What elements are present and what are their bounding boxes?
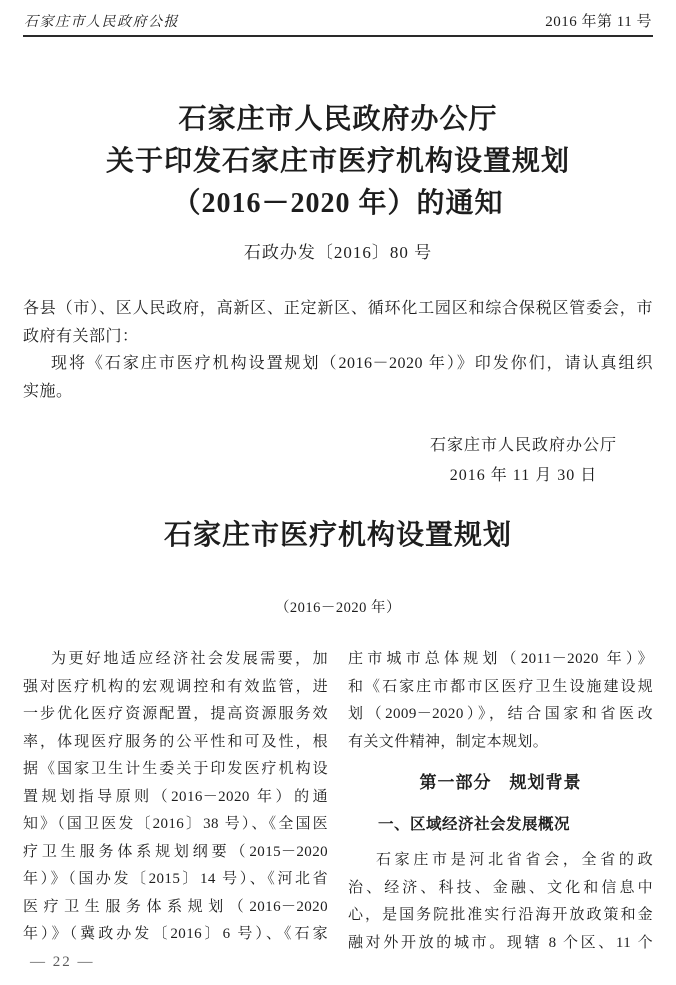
right-column-line: 有关文件精神，制定本规划。 bbox=[348, 733, 549, 750]
left-column-line: 年）》（冀政办发〔2016〕6 号）、《石家 bbox=[23, 926, 328, 942]
signature-name: 石家庄市人民政府办公厅 bbox=[429, 437, 617, 454]
left-column-line: 为更好地适应经济社会发展需要，加 bbox=[51, 651, 328, 667]
two-column-body bbox=[23, 646, 653, 957]
left-column-line: 知》（国卫医发〔2016〕38 号）、《全国医 bbox=[23, 816, 328, 832]
signature-date: 2016 年 11 月 30 日 bbox=[449, 467, 598, 484]
signature-block bbox=[430, 431, 617, 491]
left-column-line: 率，体现医疗服务的公平性和可及性，根 bbox=[23, 733, 328, 750]
part-heading: 第一部分 规划背景 bbox=[419, 773, 582, 792]
notice-body bbox=[23, 295, 653, 405]
issue-number: 2016 年第 11 号 bbox=[545, 14, 652, 30]
right-column-line: 融对外开放的城市。现辖 8 个区、11 个 bbox=[348, 934, 653, 951]
notice-title bbox=[23, 99, 653, 225]
doc-number: 石政办发〔2016〕80 号 bbox=[243, 243, 433, 262]
right-column-line: 治、经济、科技、金融、文化和信息中 bbox=[348, 879, 653, 896]
left-column-line: 年）》（国办发〔2015〕14 号）、《河北省 bbox=[23, 871, 328, 887]
notice-body-line: 现将《石家庄市医疗机构设置规划（2016－2020 年）》印发你们，请认真组织 bbox=[51, 355, 653, 372]
page-header bbox=[23, 0, 653, 37]
right-column-line: 和《石家庄市都市区医疗卫生设施建设规 bbox=[348, 678, 653, 695]
left-column-line: 疗卫生服务体系规划纲要（2015－2020 bbox=[23, 843, 328, 860]
plan-title: 石家庄市医疗机构设置规划 bbox=[163, 520, 512, 551]
notice-title-line-3: （2016－2020 年）的通知 bbox=[172, 188, 504, 219]
section-heading: 一、区域经济社会发展概况 bbox=[378, 816, 571, 833]
right-column-line: 庄市城市总体规划（2011－2020 年）》 bbox=[348, 651, 653, 667]
left-column-line: 据《国家卫生计生委关于印发医疗机构设 bbox=[23, 761, 328, 777]
right-column-paragraph bbox=[348, 847, 653, 957]
left-column-line: 一步优化医疗资源配置，提高资源服务效 bbox=[23, 706, 328, 722]
plan-subtitle: （2016－2020 年） bbox=[274, 600, 402, 616]
left-column-line: 强对医疗机构的宏观调控和有效监管，进 bbox=[23, 678, 328, 695]
publication-title: 石家庄市人民政府公报 bbox=[24, 15, 179, 30]
notice-title-line-1: 石家庄市人民政府办公厅 bbox=[178, 104, 498, 135]
left-column-line: 医疗卫生服务体系规划（2016－2020 bbox=[23, 898, 328, 915]
column-right bbox=[348, 646, 653, 957]
page-number: — 22 — bbox=[30, 954, 95, 970]
right-column-line: 划（2009－2020）》，结合国家和省医改 bbox=[348, 706, 653, 722]
right-column-line: 心，是国务院批准实行沿海开放政策和金 bbox=[348, 907, 653, 923]
notice-body-line: 实施。 bbox=[23, 382, 73, 400]
notice-body-line: 各县（市）、区人民政府，高新区、正定新区、循环化工园区和综合保税区管委会，市 bbox=[23, 300, 653, 317]
notice-title-line-2: 关于印发石家庄市医疗机构设置规划 bbox=[105, 146, 570, 177]
notice-body-line: 政府有关部门： bbox=[23, 327, 139, 345]
right-column-line: 石家庄市是河北省省会，全省的政 bbox=[376, 852, 653, 868]
column-left bbox=[23, 646, 328, 957]
left-column-line: 置规划指导原则（2016－2020 年）的通 bbox=[23, 788, 328, 805]
